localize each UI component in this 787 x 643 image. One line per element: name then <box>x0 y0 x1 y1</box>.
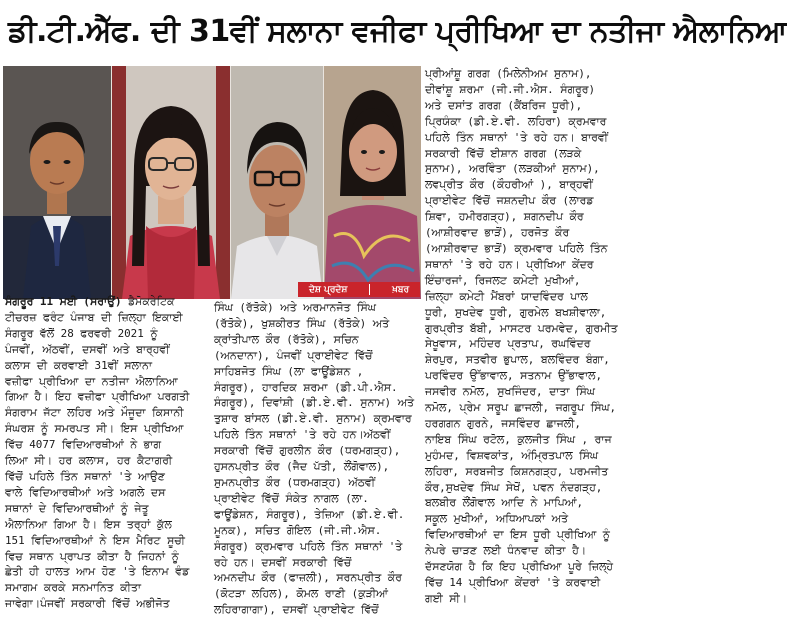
article-column-2 <box>214 300 419 618</box>
section-ribbon <box>298 282 420 297</box>
article-line: ਗਿਆ ਹੈ। ਇਹ ਵਜ਼ੀਫਾ ਪ੍ਰੀਖਿਆ ਪਰਗਤੀ <box>5 390 190 404</box>
article-line: (ਅਨਦਾਨਾ), ਪੰਜਵੀਂ ਪ੍ਰਾਈਵੇਟ ਵਿੱਚੋਂ <box>214 348 373 362</box>
article-line: ਮੂਨਕ), ਸਚਿਤ ਗੋਇਲ (ਜੀ.ਜੀ.ਐਸ. <box>214 523 382 537</box>
article-line: ਕ੍ਰਾਂਤੀਪਾਲ ਕੌਰ (ਰੱਤੋਕੇ), ਸਚਿਨ <box>214 332 359 346</box>
article-line: ਸ਼ਿਵਾ, ਹਮੀਰਗੜ੍ਹ), ਸ਼ਗਨਦੀਪ ਕੌਰ <box>425 210 584 224</box>
article-line: ਹੁਸਨਪ੍ਰੀਤ ਕੌਰ (ਜੈਦ ਪੱਤੀ, ਲੌਂਗੋਵਾਲ), <box>214 460 390 474</box>
article-line: ਅਤੇ ਦਸਾਂਤ ਗਰਗ (ਕੈਂਬਰਿਜ ਧੂਰੀ), <box>425 98 583 112</box>
article-line: ਜਸਵੀਰ ਨਮੋਲ, ਸੁਖਜਿੰਦਰ, ਦਾਤਾ ਸਿੰਘ <box>425 385 595 399</box>
article-line: ਧੂਰੀ, ਸੁਖਦੇਵ ਧੂਰੀ, ਗੁਰਮੇਲ ਬਖਸ਼ੀਵਾਲਾ, <box>425 305 607 319</box>
article-line: ਦੀਵਾਂਸ਼ੂ ਸ਼ਰਮਾ (ਜੀ.ਜੀ.ਐਸ. ਸੰਗਰੂਰ) <box>425 82 596 96</box>
article-line: ਸ਼ੇਰਪੁਰ, ਸਤਵੀਰ ਭੁਪਾਲ, ਬਲਵਿੰਦਰ ਬੰਗਾ, <box>425 353 610 367</box>
article-line: (ਆਸ਼ੀਰਵਾਦ ਭਾੜੋਂ), ਹਰਜੋਤ ਕੌਰ <box>425 226 570 240</box>
article-line: ਪ੍ਰੀਆਂਸ਼ੂ ਗਰਗ (ਮਿਲੇਨੀਅਮ ਸੁਨਾਮ), <box>425 67 592 80</box>
article-text: ਡੈਮੋਕਰੇਟਿਕ <box>128 295 175 308</box>
article-line: ਰਹੇ ਹਨ। ਦਸਵੀਂ ਸਰਕਾਰੀ ਵਿੱਚੋਂ <box>214 555 352 569</box>
article-line: ਸਥਾਨਾਂ 'ਤੇ ਰਹੇ ਹਨ। ਪ੍ਰੀਖਿਆ ਕੇਂਦਰ <box>425 257 594 271</box>
article-line: ਵਿੱਚੋਂ ਪਹਿਲੇ ਤਿੰਨ ਸਥਾਨਾਂ 'ਤੇ ਆਉਣ <box>5 469 165 483</box>
article-line: ਸੰਗਰੂਰ), ਹਾਰਦਿਕ ਸ਼ਰਮਾ (ਡੀ.ਪੀ.ਐਸ. <box>214 380 398 394</box>
article-line: ਪੰਜਵੀਂ, ਅੱਠਵੀਂ, ਦਸਵੀਂ ਅਤੇ ਬਾਰ੍ਹਵੀਂ <box>5 342 170 356</box>
ribbon-left-label: ਦੇਸ਼ ਪ੍ਰਦੇਸ਼ <box>308 284 348 295</box>
article-line: ਪ੍ਰਾਈਵੇਟ ਵਿੱਚੋਂ ਜਸ਼ਨਦੀਪ ਕੌਰ (ਲਾਰਡ <box>425 194 594 208</box>
article-line: ਕੌਰ,ਸੁਖਦੇਵ ਸਿੰਘ ਸੇਖੋਂ, ਪਵਨ ਨੰਦਗੜ੍ਹ, <box>425 480 603 494</box>
article-line: ਲਵਪ੍ਰੀਤ ਕੌਰ (ਕੌਹਰੀਆਂ ), ਬਾਰ੍ਹਵੀਂ <box>425 178 593 192</box>
article-line: ਪਹਿਲੇ ਤਿੰਨ ਸਥਾਨਾਂ 'ਤੇ ਰਹੇ ਹਨ। ਬਾਰਵੀਂ <box>425 130 608 144</box>
article-line: ਸੰਘਰਸ਼ ਨੂੰ ਸਮਰਪਤ ਸੀ। ਇਸ ਪ੍ਰੀਖਿਆ <box>5 422 184 436</box>
article-line: ਸੰਗਰੂਰ) ਕ੍ਰਮਵਾਰ ਪਹਿਲੇ ਤਿੰਨ ਸਥਾਨਾਂ 'ਤੇ <box>214 539 403 553</box>
article-line: ਸੇਖੂਵਾਸ, ਮਹਿੰਦਰ ਪ੍ਰਤਾਪ, ਰਘਵਿੰਦਰ <box>425 337 591 351</box>
article-line: (ਆਸ਼ੀਰਵਾਦ ਭਾੜੋਂ) ਕ੍ਰਮਵਾਰ ਪਹਿਲੇ ਤਿੰਨ <box>425 241 608 255</box>
article-line: ਛੇਤੀ ਹੀ ਹਾਲਤ ਆਮ ਹੋਣ 'ਤੇ ਇਨਾਮ ਵੰਡ <box>5 565 190 579</box>
article-line: ਵਿੱਚ 4077 ਵਿਦਿਆਰਥੀਆਂ ਨੇ ਭਾਗ <box>5 438 162 452</box>
article-line: ਵਜ਼ੀਫਾ ਪ੍ਰੀਖਿਆ ਦਾ ਨਤੀਜਾ ਐਲਾਨਿਆ <box>5 374 178 388</box>
article-line: ਸਿੰਘ (ਰੱਤੋਕੇ) ਅਤੇ ਅਰਮਾਨਜੋਤ ਸਿੰਘ <box>214 301 376 314</box>
ribbon-divider <box>369 284 370 295</box>
article-line: ਮੁਹੰਮਦ, ਵਿਸ਼ਵਕਾਂਤ, ਅੰਮ੍ਰਿਤਪਾਲ ਸਿੰਘ <box>425 448 599 462</box>
article-line: ਪ੍ਰਿਯੰਕਾ (ਡੀ.ਏ.ਵੀ. ਲਹਿਰਾ) ਕ੍ਰਮਵਾਰ <box>425 114 607 128</box>
article-line: 151 ਵਿਦਿਆਰਥੀਆਂ ਨੇ ਇਸ ਮੈਰਿਟ ਸੂਚੀ <box>5 533 185 547</box>
article-line: ਸੁਮਨਪ੍ਰੀਤ ਕੌਰ (ਧਰਮਗੜ੍ਹ) ਅੱਠਵੀਂ <box>214 475 375 489</box>
article-line: ਟੀਚਰਜ਼ ਫਰੰਟ ਪੰਜਾਬ ਦੀ ਜ਼ਿਲ੍ਹਾ ਇਕਾਈ <box>5 310 183 324</box>
headline: ਡੀ.ਟੀ.ਐੱਫ. ਦੀ 31ਵੀਂ ਸਲਾਨਾ ਵਜੀਫਾ ਪ੍ਰੀਖਿਆ ਦਾ ਨਤੀਜਾ ਐਲਾਨਿਆ <box>8 14 787 49</box>
article-line: ਦੱਸਣਯੋਗ ਹੈ ਕਿ ਇਹ ਪ੍ਰੀਖਿਆ ਪੂਰੇ ਜ਼ਿਲ੍ਹੇ <box>425 560 613 574</box>
article-line: ਵਿਚ ਸਥਾਨ ਪ੍ਰਾਪਤ ਕੀਤਾ ਹੈ ਜਿਹਨਾਂ ਨੂੰ <box>5 549 179 563</box>
student-photo-4 <box>324 66 421 299</box>
student-photo-3 <box>231 66 323 299</box>
article-line: ਸਮਾਗਮ ਕਰਕੇ ਸਨਮਾਨਿਤ ਕੀਤਾ <box>5 581 141 595</box>
article-column-3 <box>425 66 627 607</box>
article-line: ਵਿਦਿਆਰਥੀਆਂ ਦਾ ਇਸ ਧੂਰੀ ਪ੍ਰੀਖਿਆ ਨੂੰ <box>425 528 610 542</box>
article-line: ਸੰਗਰਾਮ ਜੱਟਾ ਲਹਿਰ ਅਤੇ ਮੌਜੂਦਾ ਕਿਸਾਨੀ <box>5 406 184 420</box>
ribbon-right-label: ਖ਼ਬਰ <box>392 284 410 295</box>
article-line: ਤੁਸ਼ਾਰ ਬਾਂਸਲ (ਡੀ.ਏ.ਵੀ. ਸੁਨਾਮ) ਕ੍ਰਮਵਾਰ <box>214 412 412 426</box>
article-line: ਸਰਕਾਰੀ ਵਿੱਚੋਂ ਈਸ਼ਾਨ ਗਰਗ (ਲੜਕੇ <box>425 146 582 160</box>
article-line: ਐਲਾਨਿਆ ਗਿਆ ਹੈ। ਇਸ ਤਰ੍ਹਾਂ ਕੁੱਲ <box>5 517 172 531</box>
article-line: ਲਿਆ ਸੀ। ਹਰ ਕਲਾਸ, ਹਰ ਕੈਟਾਗਰੀ <box>5 454 173 468</box>
article-line: ਸੰਗਰੂਰ), ਦਿਵਾਂਸ਼ੀ (ਡੀ.ਏ.ਵੀ. ਸੁਨਾਮ) ਅਤੇ <box>214 396 414 410</box>
article-line: (ਕੋਟੜਾ ਲਹਿਲ), ਕੋਮਲ ਰਾਣੀ (ਕੁੜੀਆਂ <box>214 587 388 601</box>
photo-strip <box>3 66 421 299</box>
article-line: ਸਕੂਲ ਮੁਖੀਆਂ, ਅਧਿਆਪਕਾਂ ਅਤੇ <box>425 512 568 526</box>
article-line: ਲਹਿਰਾਗਾਗਾ), ਦਸਵੀਂ ਪ੍ਰਾਈਵੇਟ ਵਿੱਚੋਂ <box>214 603 379 617</box>
article-line: ਲਹਿਰਾ, ਸਰਬਜੀਤ ਕਿਸ਼ਨਗੜ੍ਹ, ਪਰਮਜੀਤ <box>425 464 609 478</box>
article-line: ਸੰਗਰੂਰ ਵੱਲੋਂ 28 ਫਰਵਰੀ 2021 ਨੂੰ <box>5 326 158 340</box>
article-line: ਪਹਿਲੇ ਤਿੰਨ ਸਥਾਨਾਂ 'ਤੇ ਰਹੇ ਹਨ।ਅੱਠਵੀਂ <box>214 428 391 442</box>
article-line: ਵਿੱਚ 14 ਪ੍ਰੀਖਿਆ ਕੇਂਦਰਾਂ 'ਤੇ ਕਰਵਾਈ <box>425 576 601 589</box>
article-line: ਨਮੋਲ, ਪ੍ਰੇਮ ਸਰੂਪ ਛਾਜਲੀ, ਜਗਰੂਪ ਸਿੰਘ, <box>425 401 617 415</box>
article-line: ਬਲਬੀਰ ਲੌਂਗੋਵਾਲ ਆਦਿ ਨੇ ਮਾਪਿਆਂ, <box>425 496 584 510</box>
article-line: ਪਰਵਿੰਦਰ ਉੱਭਾਵਾਲ, ਸਤਨਾਮ ਉੱਭਾਵਾਲ, <box>425 369 602 383</box>
student-photo-2 <box>112 66 230 299</box>
article-line: (ਰੱਤੋਕੇ), ਖੁਸ਼ਕੀਰਤ ਸਿੰਘ (ਰੱਤੋਕੇ) ਅਤੇ <box>214 316 390 330</box>
article-line: ਅਮਨਦੀਪ ਕੌਰ (ਫਾਜ਼ਲੀ), ਸਰਨਪ੍ਰੀਤ ਕੌਰ <box>214 571 402 585</box>
article-line: ਗੁਰਪ੍ਰੀਤ ਬੱਬੀ, ਮਾਸਟਰ ਪਰਮਵੇਦ, ਗੁਰਮੀਤ <box>425 321 618 335</box>
article-line: ਵਾਲੇ ਵਿਦਿਆਰਥੀਆਂ ਅਤੇ ਅਗਲੇ ਦਸ <box>5 485 166 499</box>
article-line: ਇੰਚਾਰਜਾਂ, ਰਿਜਲਟ ਕਮੇਟੀ ਮੁਖੀਆਂ, <box>425 273 581 287</box>
article-line: ਹਰਗਗਨ ਗੁਰਨੇ, ਜਸਵਿੰਦਰ ਛਾਜਲੀ, <box>425 416 581 430</box>
article-line: ਸਰਕਾਰੀ ਵਿੱਚੋਂ ਗੁਰਲੀਨ ਕੌਰ (ਧਰਮਗੜ੍ਹ), <box>214 444 401 458</box>
article-line <box>5 294 211 310</box>
article-line: ਫਾਊਂਡੇਸ਼ਨ, ਸੰਗਰੂਰ), ਤੇਜ਼ਿਆ (ਡੀ.ਏ.ਵੀ. <box>214 507 405 521</box>
article-line: ਪ੍ਰਾਈਵੇਟ ਵਿੱਚੋਂ ਸੰਕੇਤ ਨਾਗਲ (ਲਾ. <box>214 491 369 505</box>
article-line: ਜਾਵੇਗਾ।ਪੰਜਵੀਂ ਸਰਕਾਰੀ ਵਿੱਚੋਂ ਅਭੀਜੋਤ <box>5 597 170 611</box>
article-line: ਨਾਇਬ ਸਿੰਘ ਰਟੋਲ, ਕੁਲਜੀਤ ਸਿੰਘ , ਰਾਜ <box>425 432 612 446</box>
article-line: ਕਲਾਸ ਦੀ ਕਰਵਾਈ 31ਵੀਂ ਸਲਾਨਾ <box>5 358 152 372</box>
article-line: ਸੁਨਾਮ), ਅਰਵਿੰਤਾ (ਲੜਕੀਆਂ ਸੁਨਾਮ), <box>425 162 600 176</box>
article-line: ਜ਼ਿਲ੍ਹਾ ਕਮੇਟੀ ਮੈਂਬਰਾਂ ਯਾਦਵਿੰਦਰ ਪਾਲ <box>425 289 588 303</box>
article-column-1 <box>5 294 211 612</box>
article-line: ਸਾਹਿਬਜੋਤ ਸਿੰਘ (ਲਾ ਫਾਊਂਡੇਸ਼ਨ , <box>214 364 364 378</box>
article-line: ਨੇਪਰੇ ਚਾੜਣ ਲਈ ਧੰਨਵਾਦ ਕੀਤਾ ਹੈ। <box>425 544 587 558</box>
article-line: ਸਥਾਨਾਂ ਦੇ ਵਿਦਿਆਰਥੀਆਂ ਨੂੰ ਜੇਤੂ <box>5 501 149 515</box>
dateline: ਸੰਗਰੂਰ 11 ਮਈ (ਸਰਾਉਂ) <box>5 295 122 308</box>
article-line: ਗਈ ਸੀ। <box>425 591 468 605</box>
student-photo-1 <box>3 66 111 299</box>
